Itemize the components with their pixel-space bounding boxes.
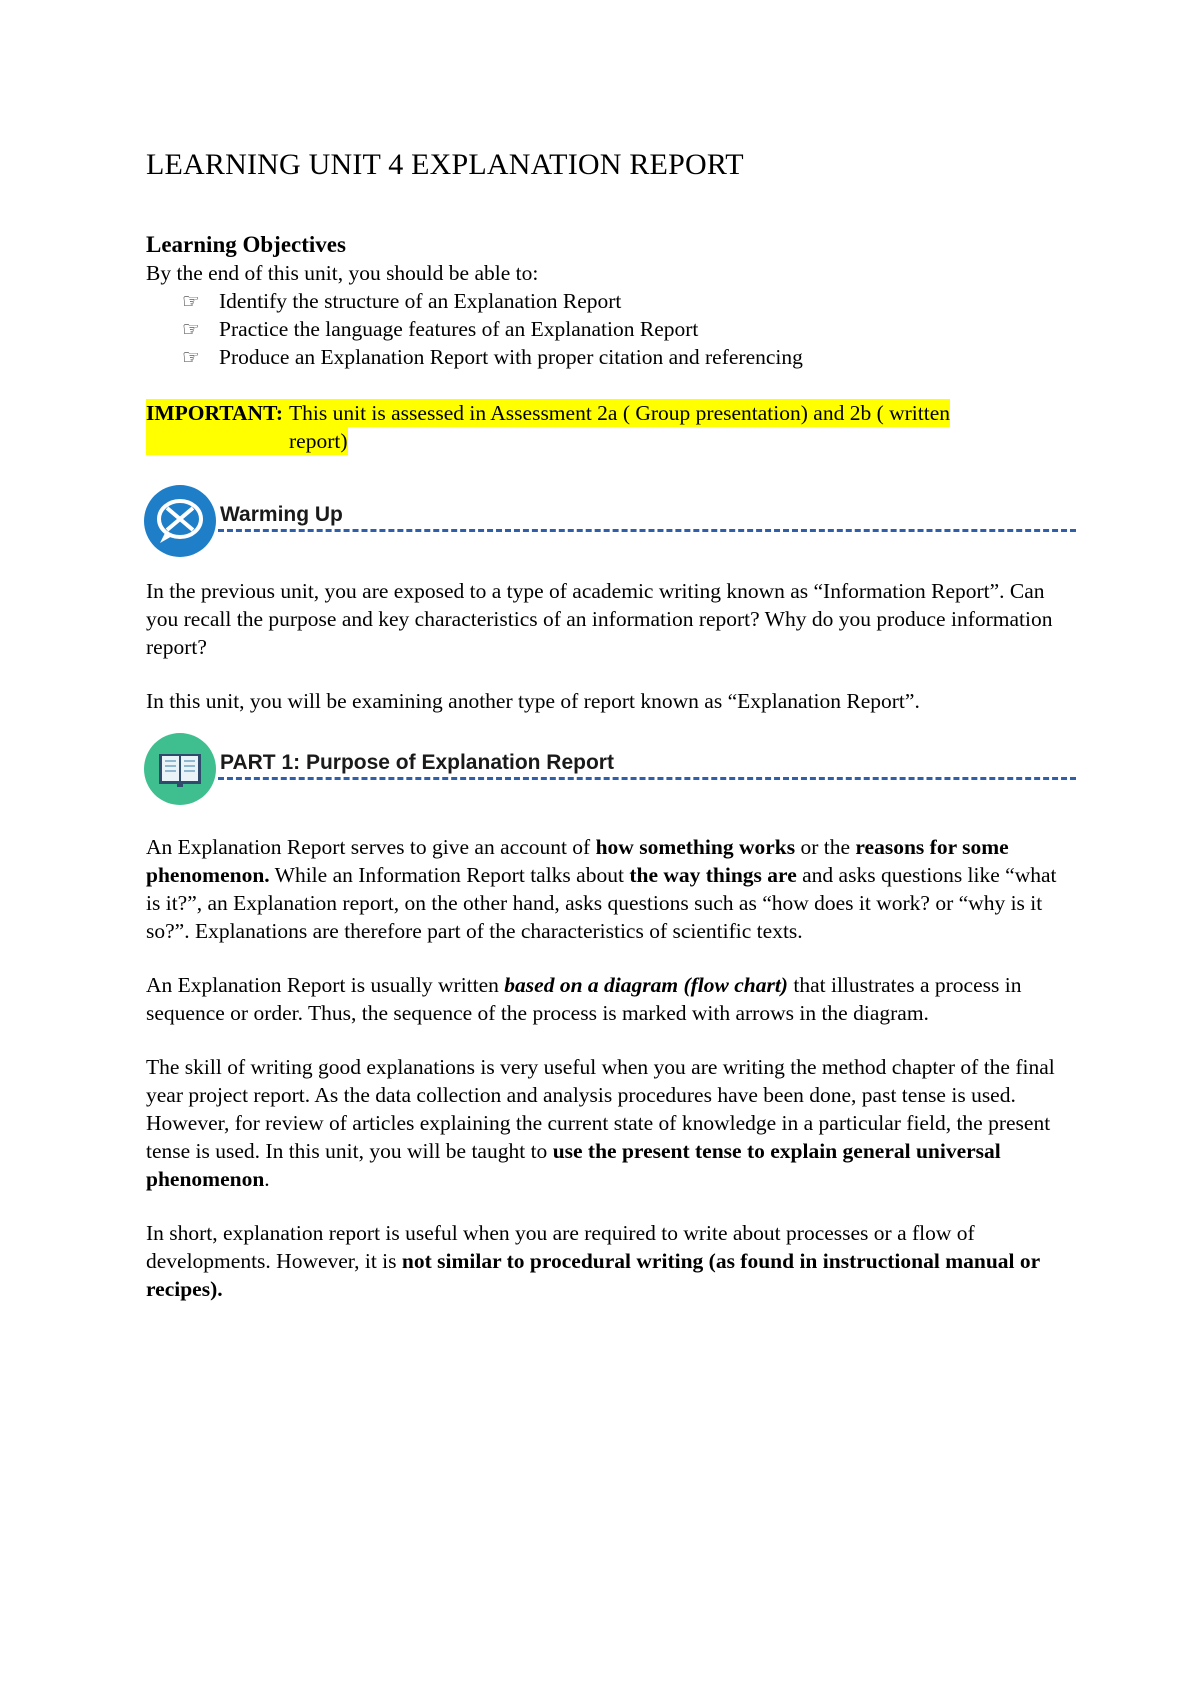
page-title: LEARNING UNIT 4 EXPLANATION REPORT	[146, 148, 744, 181]
learning-objectives-heading: Learning Objectives	[146, 232, 346, 257]
dashed-divider	[218, 529, 1076, 532]
part1-paragraph: An Explanation Report is usually written based on a diagram (flow chart) that illustrates a process in sequence or order. Thus, the sequence of the process is marked with arrows in the diagram.	[146, 972, 1022, 1025]
objective-text: Identify the structure of an Explanation Report	[219, 288, 622, 313]
list-item	[182, 343, 1076, 371]
warming-up-paragraph: In this unit, you will be examining another type of report known as “Explanation Report”.	[146, 688, 920, 713]
important-note	[146, 399, 1076, 455]
pointing-hand-icon: ☞	[182, 288, 200, 313]
part1-paragraph: In short, explanation report is useful when you are required to write about processes or a flow of developments. However, it is not similar to procedural writing (as found in instructional manual or recipes).	[146, 1220, 1040, 1301]
part1-paragraph: The skill of writing good explanations is very useful when you are writing the method chapter of the final year project report. As the data collection and analysis procedures have been done, past tense is used. However, for review of articles explaining the current state of knowledge in a particular field, the present tense is used. In this unit, you will be taught to use the present tense to explain general universal phenomenon.	[146, 1054, 1055, 1191]
important-label: IMPORTANT:	[146, 399, 289, 455]
objectives-intro: By the end of this unit, you should be able to:	[146, 260, 539, 285]
important-line: report)	[289, 428, 348, 453]
objective-text: Produce an Explanation Report with proper citation and referencing	[219, 344, 803, 369]
objectives-list	[146, 287, 1076, 371]
section-title: PART 1: Purpose of Explanation Report	[220, 750, 614, 774]
dashed-divider	[218, 777, 1076, 780]
chat-bubble-icon	[144, 485, 216, 557]
pointing-hand-icon: ☞	[182, 316, 200, 341]
list-item	[182, 315, 1076, 343]
pointing-hand-icon: ☞	[182, 344, 200, 369]
warming-up-header	[146, 485, 1076, 563]
open-book-icon	[144, 733, 216, 805]
list-item	[182, 287, 1076, 315]
warming-up-paragraph: In the previous unit, you are exposed to a type of academic writing known as “Information Report”. Can you recall the purpose and key characteristics of an information report? Why do you produce information report?	[146, 578, 1053, 659]
part1-paragraph: An Explanation Report serves to give an account of how something works or the reasons for some phenomenon. While an Information Report talks about the way things are and asks questions like “what is it?”, an Explanation report, on the other hand, asks questions such as “how does it work? or “why is it so?”. Explanations are therefore part of the characteristics of scientific texts.	[146, 834, 1057, 943]
important-line: This unit is assessed in Assessment 2a ( Group presentation) and 2b ( written	[289, 400, 951, 425]
important-text	[289, 399, 950, 455]
part1-header	[146, 733, 1076, 811]
page-content	[146, 147, 1076, 1303]
section-title: Warming Up	[220, 502, 343, 526]
objective-text: Practice the language features of an Explanation Report	[219, 316, 699, 341]
